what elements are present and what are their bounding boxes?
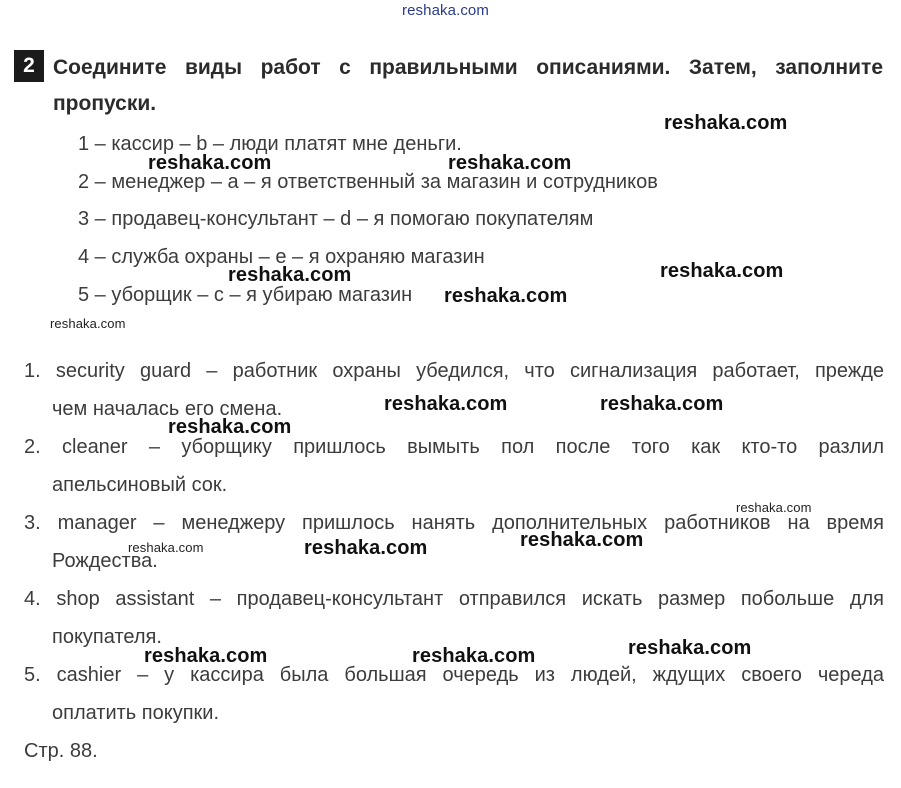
watermark: reshaka.com [402,2,489,19]
watermark: reshaka.com [660,260,784,282]
match-item-3: 3 – продавец-консультант – d – я помогаю покупателям [78,208,594,230]
answer-line: апельсиновый сок. [52,474,228,496]
task-number-badge: 2 [14,50,44,82]
watermark: reshaka.com [304,537,428,559]
match-item-1: 1 – кассир – b – люди платят мне деньги. [78,133,462,155]
answer-item-1 [24,352,884,428]
watermark: reshaka.com [144,645,268,667]
watermark: reshaka.com [628,637,752,659]
answer-line: оплатить покупки. [52,702,220,724]
watermark: reshaka.com [128,540,204,555]
answer-item-5 [24,656,884,732]
answer-line: 1. security guard – работник охраны убедился, что сигнализация работает, прежде [24,360,884,382]
answer-line: Рождества. [52,550,158,572]
watermark: reshaka.com [444,285,568,307]
answer-line: 5. cashier – у кассира была большая очередь из людей, ждущих своего череда [24,664,884,686]
watermark: reshaka.com [664,112,788,134]
answer-line: покупателя. [52,626,162,648]
watermark: reshaka.com [50,316,126,331]
watermark: reshaka.com [736,500,812,515]
watermark: reshaka.com [168,416,292,438]
match-item-2: 2 – менеджер – a – я ответственный за магазин и сотрудников [78,171,658,193]
answer-item-4 [24,580,884,656]
watermark: reshaka.com [520,529,644,551]
answer-line: 4. shop assistant – продавец-консультант отправился искать размер побольше для [24,588,884,610]
match-item-4: 4 – служба охраны – e – я охраняю магазин [78,246,485,268]
watermark: reshaka.com [600,393,724,415]
answer-line: 3. manager – менеджеру пришлось нанять дополнительных работников на время [24,512,884,534]
page-reference: Стр. 88. [24,740,98,762]
watermark: reshaka.com [148,152,272,174]
task-instruction: Соедините виды работ с правильными описаниями. Затем, заполните пропуски. [53,56,883,115]
watermark: reshaka.com [228,264,352,286]
answer-item-3 [24,504,884,580]
watermark: reshaka.com [384,393,508,415]
answer-line: 2. cleaner – уборщику пришлось вымыть пол после того как кто-то разлил [24,436,884,458]
watermark: reshaka.com [412,645,536,667]
watermark: reshaka.com [448,152,572,174]
match-item-5: 5 – уборщик – c – я убираю магазин [78,284,413,306]
answer-line: чем началась его смена. [52,398,283,420]
answer-item-2 [24,428,884,504]
